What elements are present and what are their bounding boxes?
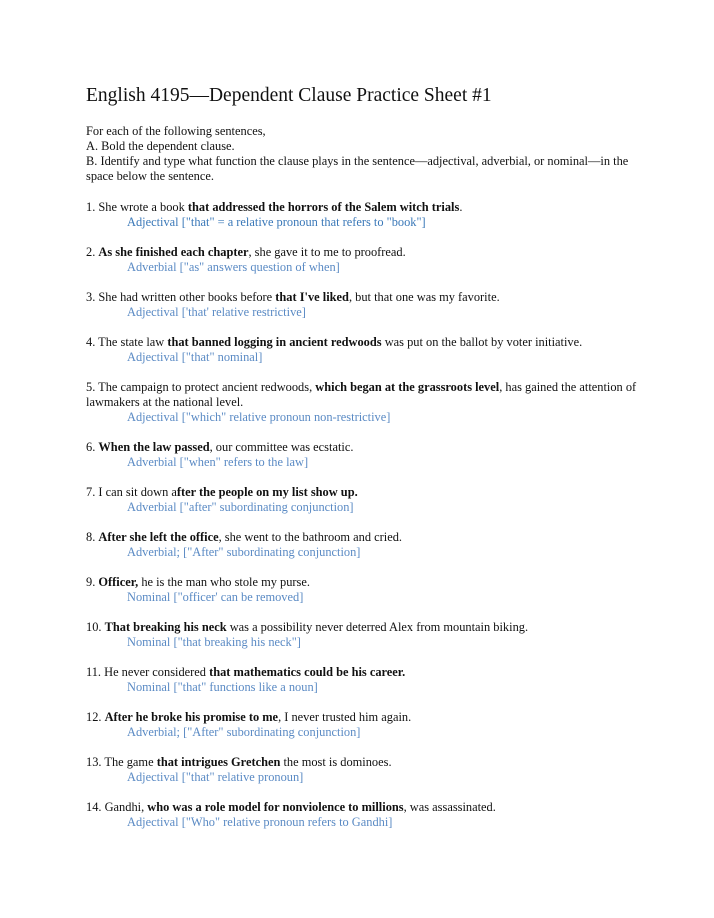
instructions xyxy=(86,124,646,184)
answer-text: Adjectival ["that" relative pronoun] xyxy=(127,770,304,784)
instruction-line: For each of the following sentences, xyxy=(86,124,266,138)
sentence-text: , I never trusted him again. xyxy=(278,710,412,724)
sentence-text: , has gained the attention of lawmakers at the national level. xyxy=(86,380,637,409)
exercise-sentence xyxy=(86,290,646,305)
sentence-text: The campaign to protect ancient redwoods, xyxy=(98,380,313,394)
exercise-item xyxy=(86,290,646,320)
exercise-sentence xyxy=(86,440,646,455)
sentence-text: was a possibility never deterred Alex from mountain biking. xyxy=(229,620,529,634)
answer-text: Adjectival ['that' relative restrictive] xyxy=(127,305,306,319)
answer-text: Nominal ["that" functions like a noun] xyxy=(127,680,318,694)
item-number: 10. xyxy=(86,620,102,634)
dependent-clause: that intrigues Gretchen xyxy=(156,755,281,769)
exercise-sentence xyxy=(86,755,646,770)
item-number: 8. xyxy=(86,530,96,544)
dependent-clause: who was a role model for nonviolence to millions xyxy=(147,800,404,814)
item-number: 7. xyxy=(86,485,96,499)
dependent-clause: fter the people on my list show up. xyxy=(176,485,358,499)
exercise-sentence xyxy=(86,575,646,590)
sentence-text: , she went to the bathroom and cried. xyxy=(218,530,402,544)
dependent-clause: Officer, xyxy=(98,575,139,589)
sentence-text: he is the man who stole my purse. xyxy=(141,575,310,589)
sentence-text: the most is dominoes. xyxy=(283,755,392,769)
exercise-sentence xyxy=(86,485,646,500)
item-number: 5. xyxy=(86,380,96,394)
dependent-clause: which began at the grassroots level xyxy=(315,380,500,394)
exercise-item xyxy=(86,440,646,470)
exercise-item xyxy=(86,335,646,365)
item-number: 3. xyxy=(86,290,96,304)
exercise-list xyxy=(86,200,646,830)
instruction-line: A. Bold the dependent clause. xyxy=(86,139,235,153)
exercise-item xyxy=(86,380,646,425)
exercise-item xyxy=(86,530,646,560)
exercise-sentence xyxy=(86,620,646,635)
answer-text: Adverbial ["after" subordinating conjunction] xyxy=(127,500,354,514)
answer-text: Adverbial; ["After" subordinating conjunction] xyxy=(127,545,361,559)
sentence-text: was put on the ballot by voter initiative. xyxy=(384,335,583,349)
answer-text: Adverbial; ["After" subordinating conjunction] xyxy=(127,725,361,739)
exercise-sentence xyxy=(86,665,646,680)
exercise-item xyxy=(86,710,646,740)
sentence-text: . xyxy=(459,200,463,214)
dependent-clause: After she left the office xyxy=(98,530,219,544)
item-number: 6. xyxy=(86,440,96,454)
exercise-item xyxy=(86,200,646,230)
item-number: 13. xyxy=(86,755,102,769)
exercise-item xyxy=(86,755,646,785)
sentence-text: , but that one was my favorite. xyxy=(348,290,500,304)
item-number: 4. xyxy=(86,335,96,349)
item-number: 9. xyxy=(86,575,96,589)
sentence-text: I can sit down a xyxy=(98,485,177,499)
dependent-clause: that I've liked xyxy=(275,290,349,304)
answer-text: Adverbial ["as" answers question of when] xyxy=(127,260,340,274)
answer-text: Nominal ["officer' can be removed] xyxy=(127,590,304,604)
exercise-sentence xyxy=(86,200,646,215)
answer-text: Adjectival ["that" = a relative pronoun that refers to "book"] xyxy=(127,215,426,229)
item-number: 12. xyxy=(86,710,102,724)
sentence-text: He never considered xyxy=(104,665,206,679)
answer-text: Nominal ["that breaking his neck"] xyxy=(127,635,301,649)
answer-text: Adjectival ["which" relative pronoun non-restrictive] xyxy=(127,410,391,424)
document-page xyxy=(86,84,646,845)
answer-text: Adjectival ["Who" relative pronoun refers to Gandhi] xyxy=(127,815,393,829)
dependent-clause: that mathematics could be his career. xyxy=(209,665,406,679)
exercise-item xyxy=(86,665,646,695)
exercise-item xyxy=(86,245,646,275)
sentence-text: , she gave it to me to proofread. xyxy=(248,245,406,259)
dependent-clause: As she finished each chapter xyxy=(98,245,249,259)
item-number: 11. xyxy=(86,665,102,679)
sentence-text: Gandhi, xyxy=(104,800,145,814)
sentence-text: The game xyxy=(104,755,154,769)
item-number: 1. xyxy=(86,200,96,214)
exercise-item xyxy=(86,575,646,605)
answer-text: Adjectival ["that" nominal] xyxy=(127,350,263,364)
sentence-text: The state law xyxy=(98,335,165,349)
dependent-clause: that banned logging in ancient redwoods xyxy=(167,335,382,349)
answer-text: Adverbial ["when" refers to the law] xyxy=(127,455,309,469)
dependent-clause: That breaking his neck xyxy=(104,620,227,634)
dependent-clause: When the law passed xyxy=(98,440,210,454)
exercise-sentence xyxy=(86,710,646,725)
sentence-text: She wrote a book xyxy=(98,200,185,214)
exercise-sentence xyxy=(86,530,646,545)
exercise-sentence xyxy=(86,335,646,350)
page-title: English 4195—Dependent Clause Practice Sheet #1 xyxy=(86,85,492,106)
exercise-sentence xyxy=(86,245,646,260)
sentence-text: She had written other books before xyxy=(98,290,273,304)
exercise-sentence xyxy=(86,800,646,815)
item-number: 2. xyxy=(86,245,96,259)
sentence-text: , our committee was ecstatic. xyxy=(209,440,354,454)
dependent-clause: that addressed the horrors of the Salem witch trials xyxy=(187,200,460,214)
exercise-item xyxy=(86,620,646,650)
dependent-clause: After he broke his promise to me xyxy=(104,710,279,724)
exercise-item xyxy=(86,800,646,830)
instruction-line: B. Identify and type what function the clause plays in the sentence—adjectival, adverbial, or nominal—in the space below the sentence. xyxy=(86,154,629,183)
exercise-sentence xyxy=(86,380,646,410)
sentence-text: , was assassinated. xyxy=(403,800,496,814)
item-number: 14. xyxy=(86,800,102,814)
exercise-item xyxy=(86,485,646,515)
